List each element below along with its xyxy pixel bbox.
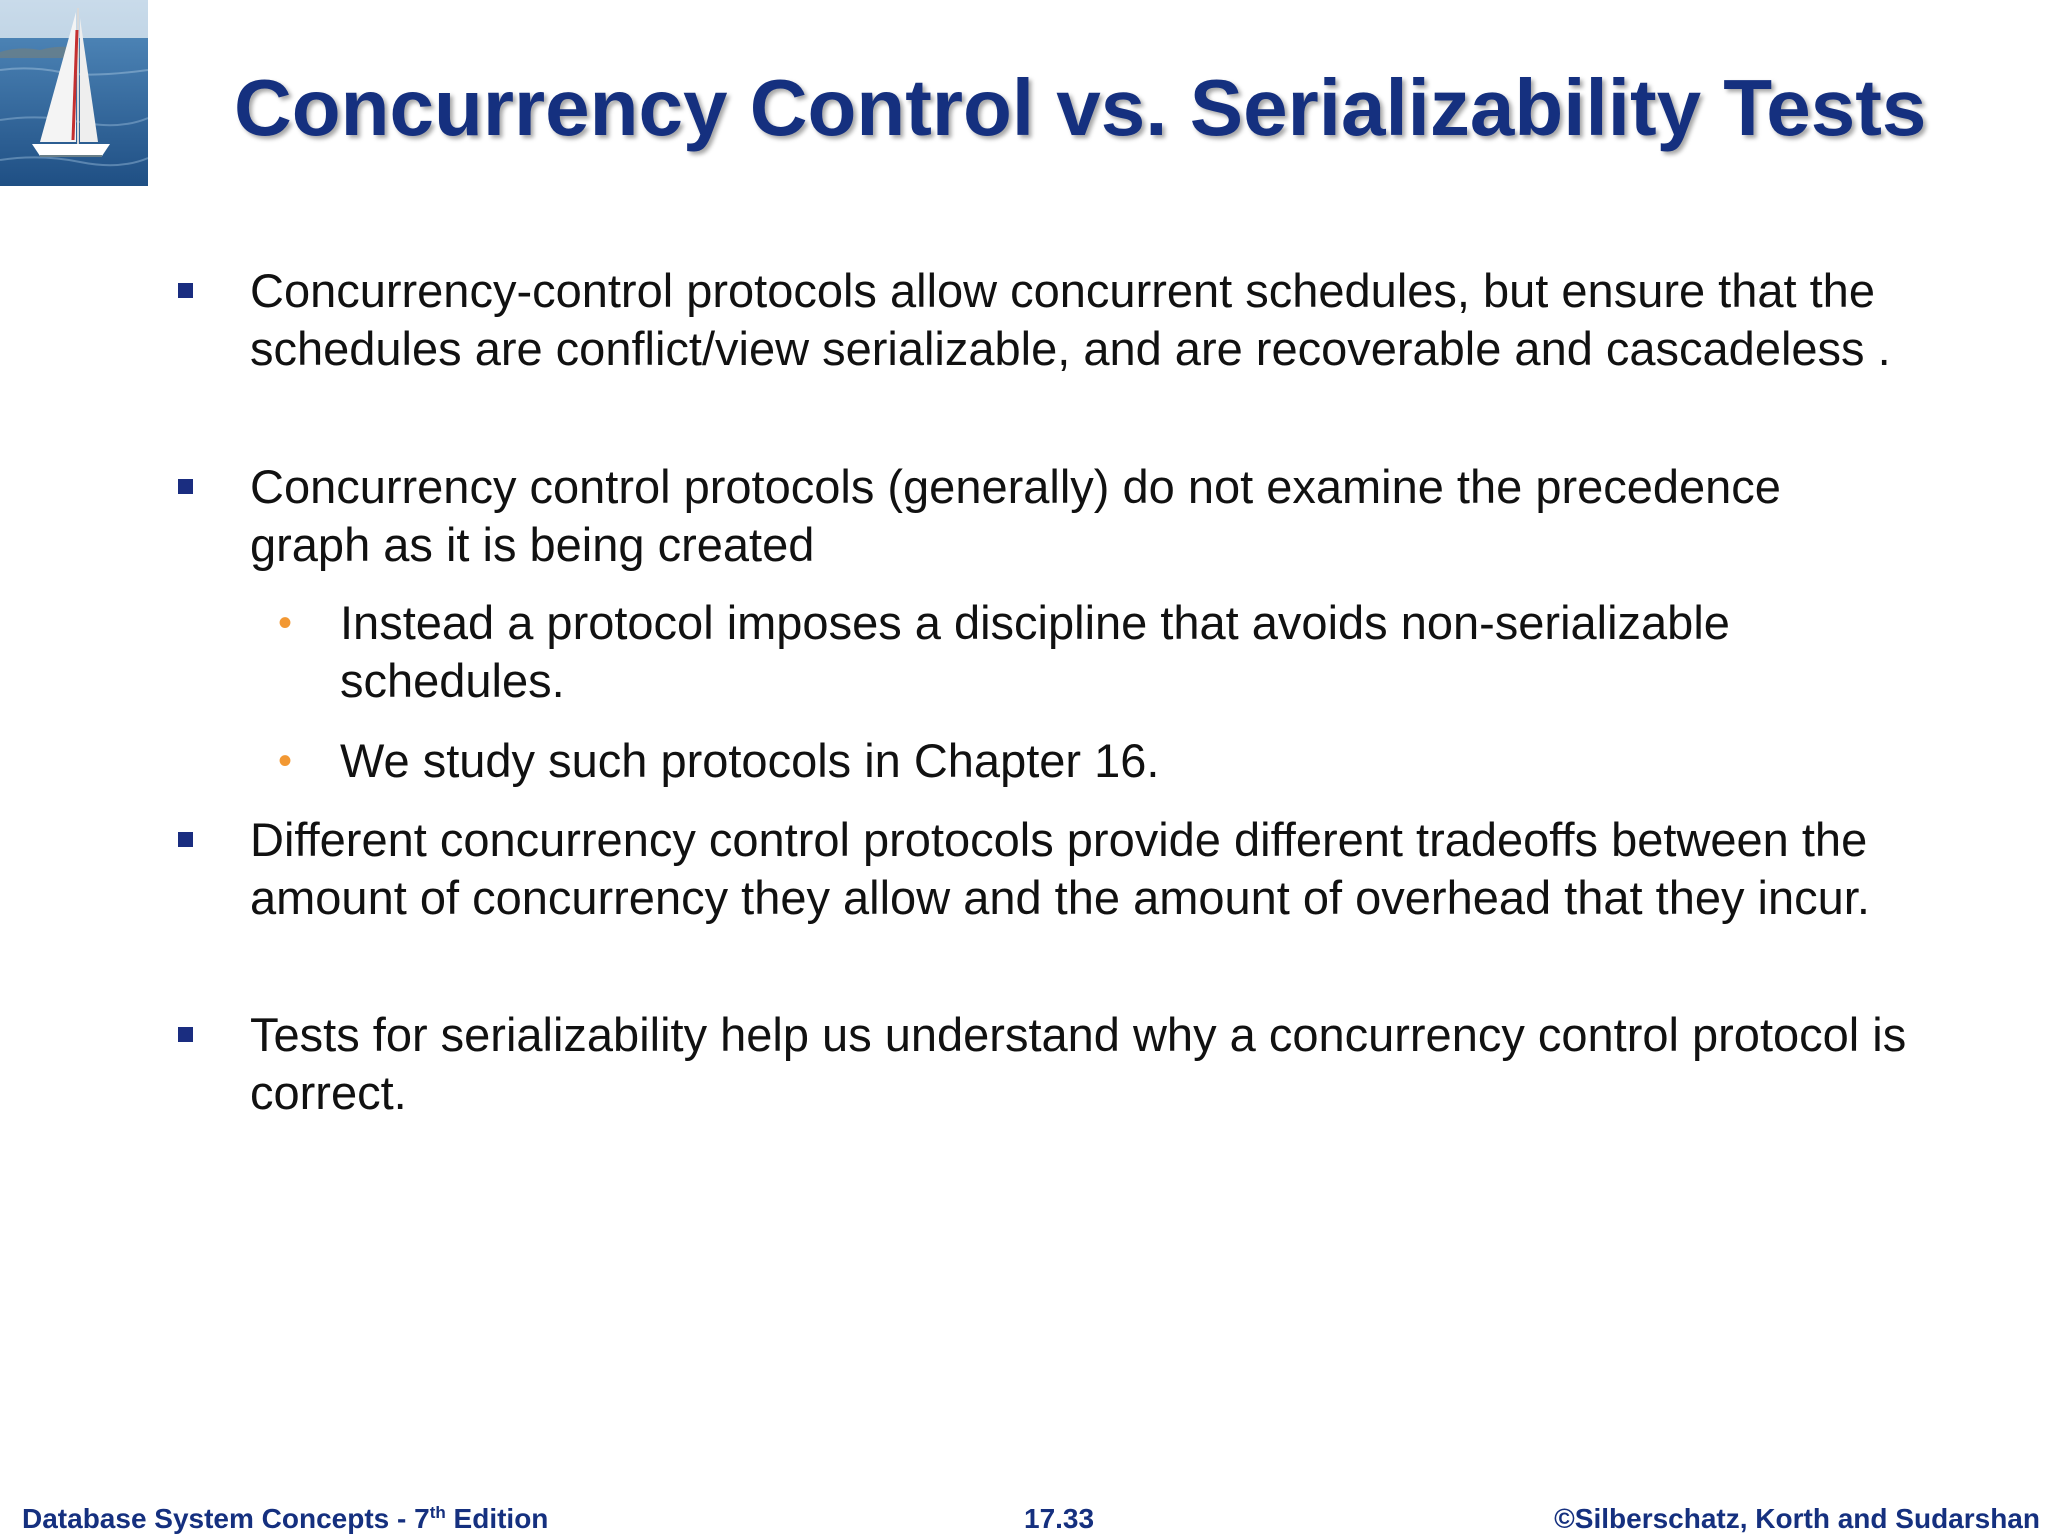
footer-copyright: ©Silberschatz, Korth and Sudarshan bbox=[1554, 1503, 2040, 1534]
bullet-item bbox=[250, 811, 1910, 927]
footer-page-number: 17.33 bbox=[1024, 1503, 1095, 1534]
bullet-text: Concurrency control protocols (generally) do not examine the precedence graph as it is being created bbox=[250, 460, 1781, 571]
slide-title: Concurrency Control vs. Serializability Tests bbox=[234, 63, 1927, 152]
bullet-text: Tests for serializability help us understand why a concurrency control protocol is correct. bbox=[250, 1008, 1907, 1119]
round-bullet-icon: • bbox=[278, 601, 293, 645]
sub-bullet-text: Instead a protocol imposes a discipline that avoids non-serializable schedules. bbox=[340, 596, 1730, 707]
bullet-text: Different concurrency control protocols provide different tradeoffs between the amount of concurrency they allow and the amount of overhead that they incur. bbox=[250, 813, 1870, 924]
bullet-item bbox=[250, 262, 1910, 378]
square-bullet-icon bbox=[178, 283, 193, 298]
footer-book-title: Database System Concepts - 7th Edition bbox=[22, 1503, 549, 1534]
sub-bullet-item bbox=[278, 732, 1900, 790]
bullet-item bbox=[250, 1006, 1910, 1122]
round-bullet-icon: • bbox=[278, 739, 293, 783]
square-bullet-icon bbox=[178, 479, 193, 494]
sub-bullet-item bbox=[278, 594, 1900, 710]
square-bullet-icon bbox=[178, 832, 193, 847]
sub-bullet-text: We study such protocols in Chapter 16. bbox=[340, 734, 1160, 787]
bullet-item bbox=[250, 458, 1910, 574]
square-bullet-icon bbox=[178, 1027, 193, 1042]
bullet-text: Concurrency-control protocols allow concurrent schedules, but ensure that the schedules are conflict/view serializable, and are recoverable and cascadeless . bbox=[250, 264, 1891, 375]
